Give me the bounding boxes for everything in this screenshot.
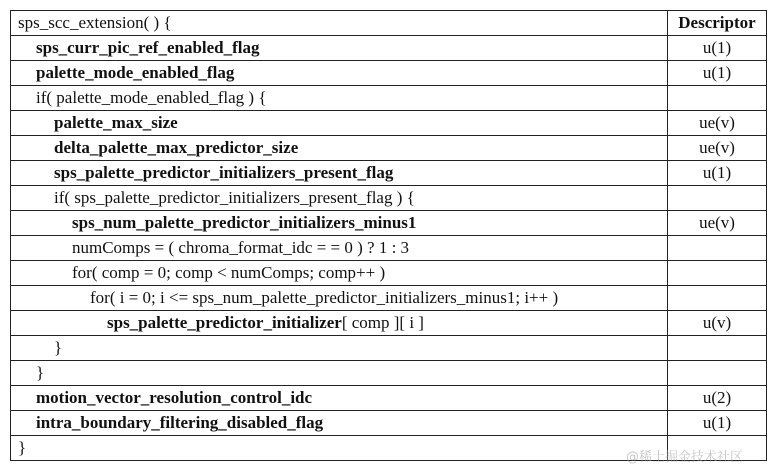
table-row bbox=[11, 210, 766, 235]
table-row bbox=[11, 110, 766, 135]
descriptor-cell: ue(v) bbox=[699, 113, 735, 132]
table-row bbox=[11, 260, 766, 285]
syntax-table bbox=[10, 10, 767, 461]
table-row bbox=[11, 60, 766, 85]
table-row bbox=[11, 235, 766, 260]
descriptor-cell bbox=[668, 186, 766, 210]
table-row bbox=[11, 410, 766, 435]
descriptor-cell: u(2) bbox=[702, 388, 732, 407]
syntax-cell bbox=[11, 211, 668, 235]
syntax-statement: for( comp = 0; comp < numComps; comp++ ) bbox=[72, 263, 386, 282]
descriptor-cell: u(v) bbox=[702, 313, 732, 332]
descriptor-cell bbox=[668, 86, 766, 110]
syntax-cell bbox=[11, 236, 668, 260]
table-row bbox=[11, 360, 766, 385]
descriptor-cell bbox=[668, 336, 766, 360]
closing-brace: } bbox=[18, 438, 27, 457]
syntax-statement: numComps = ( chroma_format_idc = = 0 ) ? 1 : 3 bbox=[72, 238, 410, 257]
syntax-header-cell bbox=[11, 11, 668, 35]
closing-brace: } bbox=[54, 338, 63, 357]
descriptor-cell bbox=[668, 361, 766, 385]
descriptor-cell: ue(v) bbox=[699, 213, 735, 232]
syntax-cell bbox=[11, 161, 668, 185]
table-row bbox=[11, 335, 766, 360]
syntax-cell bbox=[11, 286, 668, 310]
descriptor-cell bbox=[668, 436, 766, 460]
syntax-element-name: sps_curr_pic_ref_enabled_flag bbox=[36, 38, 260, 57]
syntax-element-name: delta_palette_max_predictor_size bbox=[54, 138, 299, 157]
syntax-cell bbox=[11, 436, 668, 460]
descriptor-cell: u(1) bbox=[702, 38, 732, 57]
syntax-cell bbox=[11, 261, 668, 285]
syntax-statement: for( i = 0; i <= sps_num_palette_predictor_initializers_minus1; i++ ) bbox=[90, 288, 559, 307]
descriptor-cell: u(1) bbox=[702, 163, 732, 182]
syntax-cell bbox=[11, 361, 668, 385]
table-row bbox=[11, 135, 766, 160]
table-row bbox=[11, 35, 766, 60]
descriptor-cell bbox=[668, 236, 766, 260]
syntax-header-label: sps_scc_extension( ) { bbox=[18, 13, 172, 32]
syntax-cell bbox=[11, 336, 668, 360]
descriptor-cell bbox=[668, 261, 766, 285]
syntax-cell bbox=[11, 136, 668, 160]
descriptor-cell: u(1) bbox=[702, 413, 732, 432]
table-row bbox=[11, 435, 766, 460]
syntax-element-name: motion_vector_resolution_control_idc bbox=[36, 388, 313, 407]
closing-brace: } bbox=[36, 363, 45, 382]
syntax-cell bbox=[11, 386, 668, 410]
syntax-element-name: palette_mode_enabled_flag bbox=[36, 63, 235, 82]
descriptor-cell: ue(v) bbox=[699, 138, 735, 157]
syntax-statement: if( palette_mode_enabled_flag ) { bbox=[36, 88, 267, 107]
descriptor-cell: u(1) bbox=[702, 63, 732, 82]
syntax-statement: if( sps_palette_predictor_initializers_present_flag ) { bbox=[54, 188, 415, 207]
syntax-cell bbox=[11, 61, 668, 85]
syntax-element-name: palette_max_size bbox=[54, 113, 178, 132]
syntax-cell bbox=[11, 311, 668, 335]
syntax-cell bbox=[11, 36, 668, 60]
syntax-element-name: sps_palette_predictor_initializers_present_flag bbox=[54, 163, 394, 182]
descriptor-header-cell: Descriptor bbox=[678, 13, 756, 32]
table-row bbox=[11, 285, 766, 310]
syntax-element-name: intra_boundary_filtering_disabled_flag bbox=[36, 413, 324, 432]
syntax-element-name: sps_palette_predictor_initializer bbox=[107, 313, 342, 332]
syntax-cell bbox=[11, 411, 668, 435]
table-row bbox=[11, 85, 766, 110]
syntax-cell bbox=[11, 111, 668, 135]
syntax-cell bbox=[11, 186, 668, 210]
table-row bbox=[11, 385, 766, 410]
syntax-cell bbox=[11, 86, 668, 110]
syntax-element-index: [ comp ][ i ] bbox=[341, 313, 424, 332]
watermark: @稀土掘金技术社区 bbox=[626, 450, 744, 465]
descriptor-cell bbox=[668, 286, 766, 310]
table-header-row bbox=[11, 11, 766, 35]
table-row bbox=[11, 310, 766, 335]
table-row bbox=[11, 160, 766, 185]
syntax-element-name: sps_num_palette_predictor_initializers_minus1 bbox=[72, 213, 417, 232]
table-row bbox=[11, 185, 766, 210]
